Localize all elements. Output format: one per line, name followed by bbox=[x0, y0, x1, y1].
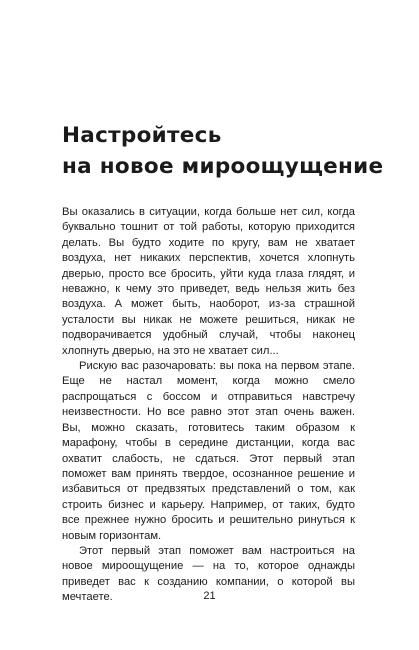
body-text bbox=[62, 205, 355, 606]
paragraph-1: Вы оказались в ситуации, когда больше нет сил, когда буквально тошнит от той работы, которую приходится делать. Вы будто ходите по кругу, вам не хватает воздуха, нет никаких перспектив, хочется хлопнуть дверью, просто все бросить, уйти куда глаза глядят, и неважно, к чему это приведет, ведь нельзя жить без воздуха. А может быть, наоборот, из-за страшной усталости вы никак не можете решиться, никак не подворачивается удобный случай, чтобы наконец хлопнуть дверью, на это не хватает сил... bbox=[62, 206, 355, 357]
chapter-title-line-1: Настройтесь bbox=[62, 123, 222, 148]
paragraph-2: Рискую вас разочаровать: вы пока на первом этапе. Еще не настал момент, когда можно смело распрощаться с боссом и отправиться навстречу неизвестности. Но все равно этот этап очень важен. Вы, можно сказать, готовитесь таким образом к марафону, чтобы в середине дистанции, когда вас охватит слабость, не сдаться. Этот первый этап поможет вам принять твердое, осознанное решение и избавиться от предвзятых представлений о том, как строить бизнес и карьеру. Например, от таких, будто все прежнее нужно бросить и решительно ринуться к новым горизонтам. bbox=[62, 360, 355, 542]
paragraph-3: Этот первый этап поможет вам настроиться на новое мироощущение — на то, которое однажды приведет вас к созданию компании, о которой вы мечтаете. bbox=[62, 544, 355, 604]
chapter-title-line-2: на новое мироощущение bbox=[62, 154, 384, 179]
page-number: 21 bbox=[203, 590, 216, 602]
chapter-title bbox=[62, 120, 382, 182]
